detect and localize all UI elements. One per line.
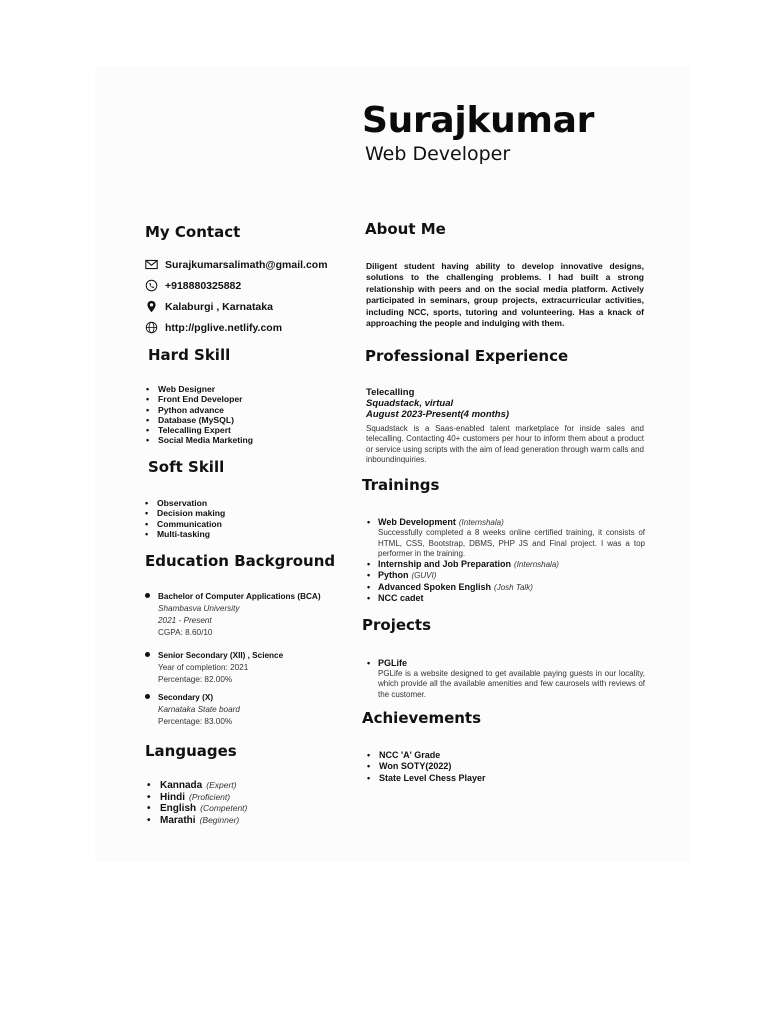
training-provider: (Josh Talk) <box>494 582 533 592</box>
language-level: (Proficient) <box>189 791 231 802</box>
training-provider: (Internshala) <box>458 518 504 527</box>
contact-location <box>145 300 273 313</box>
job-dates: August 2023-Present(4 months) <box>366 409 510 420</box>
education-item <box>145 692 335 728</box>
email-text: Surajkumarsalimath@gmail.com <box>165 258 328 271</box>
training-name: Advanced Spoken English <box>378 581 492 592</box>
job-title: Telecalling <box>366 387 415 398</box>
project-item <box>366 658 645 700</box>
institution: Shambasva University <box>158 604 240 613</box>
phone-text: +918880325882 <box>165 279 242 292</box>
phone-icon <box>145 279 158 292</box>
project-description: PGLife is a website designed to get available paying guests in our locality, which provide all the available amenities and few caurosels with reviews of the customer. <box>378 669 645 699</box>
degree-title: Senior Secondary (XII) , Science <box>158 651 284 660</box>
degree-title: Secondary (X) <box>158 693 214 702</box>
contact-phone[interactable] <box>145 279 241 292</box>
list-item: • Database (MySQL) <box>145 415 253 425</box>
list-item <box>366 570 645 581</box>
list-item: • Communication <box>144 519 225 529</box>
list-item: • Front End Developer <box>145 394 253 404</box>
education-item <box>145 650 335 686</box>
contact-email[interactable] <box>145 258 328 271</box>
language-level: (Beginner) <box>199 814 240 825</box>
list-item: • Observation <box>144 498 225 508</box>
list-item <box>145 780 247 792</box>
language-name: Marathi <box>160 814 196 826</box>
bullet-icon <box>145 652 150 657</box>
list-item <box>366 582 645 593</box>
year: Year of completion: 2021 <box>158 663 249 672</box>
education-item <box>145 591 335 639</box>
list-item: • Won SOTY(2022) <box>366 761 486 772</box>
score: Percentage: 82.00% <box>158 675 233 684</box>
education-heading: Education Background <box>145 552 336 570</box>
hard-skill-heading: Hard Skill <box>148 346 231 364</box>
globe-icon <box>145 321 158 334</box>
training-provider: (Internshala) <box>514 559 559 569</box>
list-item: • Web Designer <box>145 384 253 394</box>
language-level: (Expert) <box>206 780 237 790</box>
board: Karnataka State board <box>158 705 240 714</box>
location-pin-icon <box>145 300 158 313</box>
list-item: • Social Media Marketing <box>145 435 253 445</box>
achievements-heading: Achievements <box>362 709 482 727</box>
hard-skill-list <box>145 384 253 446</box>
list-item: • Multi-tasking <box>144 529 225 539</box>
candidate-role: Web Developer <box>365 143 511 165</box>
language-name: Kannada <box>160 780 203 791</box>
list-item <box>145 792 247 804</box>
candidate-name: Surajkumar <box>362 100 595 141</box>
degree-title: Bachelor of Computer Applications (BCA) <box>158 592 321 601</box>
language-name: Hindi <box>160 791 185 803</box>
list-item <box>145 815 247 827</box>
language-level: (Competent) <box>200 803 248 813</box>
languages-list <box>145 780 247 826</box>
trainings-list <box>366 517 645 604</box>
score: CGPA: 8.60/10 <box>158 628 213 637</box>
list-item: • NCC 'A' Grade <box>366 750 486 761</box>
soft-skill-heading: Soft Skill <box>148 458 225 476</box>
list-item <box>366 593 645 604</box>
about-text: Diligent student having ability to develop innovative designs, solutions to the challenging problems. I had built a strong relationship with peers and on the social media platform. Actively participated in seminars, group projects, extracurricular activities, including NCC, sports, tutoring and volunteering. Has a knack of approaching the people and indulging with them. <box>366 261 644 329</box>
list-item: • Decision making <box>144 508 225 518</box>
job-description: Squadstack is a Saas-enabled talent marketplace for inside sales and telecalling. Contacting 40+ customers per hour to inform them about a product or service using scripts with the aim of lead generation through warm calls and inboundinquiries. <box>366 424 644 464</box>
soft-skill-list <box>144 498 225 539</box>
about-heading: About Me <box>365 220 446 238</box>
training-name: Web Development <box>378 517 456 527</box>
languages-heading: Languages <box>145 742 237 760</box>
project-name: • PGLife <box>366 658 645 669</box>
job-company: Squadstack, virtual <box>366 398 454 409</box>
mail-icon <box>145 258 158 271</box>
list-item <box>366 517 645 559</box>
location-text: Kalaburgi , Karnataka <box>165 300 273 313</box>
projects-heading: Projects <box>362 616 432 634</box>
list-item <box>366 559 645 570</box>
achievements-list <box>366 750 486 784</box>
bullet-icon <box>145 694 150 699</box>
training-description: Successfully completed a 8 weeks online certified training, it consists of HTML, CSS, Bootstrap, DBMS, PHP JS and Final project. I was a top performer in the training. <box>378 528 645 558</box>
list-item: • Telecalling Expert <box>145 425 253 435</box>
language-name: English <box>160 803 197 814</box>
training-name: NCC cadet <box>378 592 424 603</box>
contact-heading: My Contact <box>145 223 241 241</box>
contact-website[interactable] <box>145 321 282 334</box>
training-name: Internship and Job Preparation <box>378 558 512 569</box>
experience-heading: Professional Experience <box>365 347 569 365</box>
trainings-heading: Trainings <box>362 476 440 494</box>
list-item: • Python advance <box>145 405 253 415</box>
training-name: Python <box>378 570 409 581</box>
training-provider: (GUVI) <box>411 571 437 581</box>
score: Percentage: 83.00% <box>158 717 233 726</box>
list-item: • State Level Chess Player <box>366 773 486 784</box>
list-item <box>145 803 247 815</box>
bullet-icon <box>145 593 150 598</box>
website-link[interactable]: http://pglive.netlify.com <box>165 321 283 334</box>
period: 2021 - Present <box>158 616 212 625</box>
